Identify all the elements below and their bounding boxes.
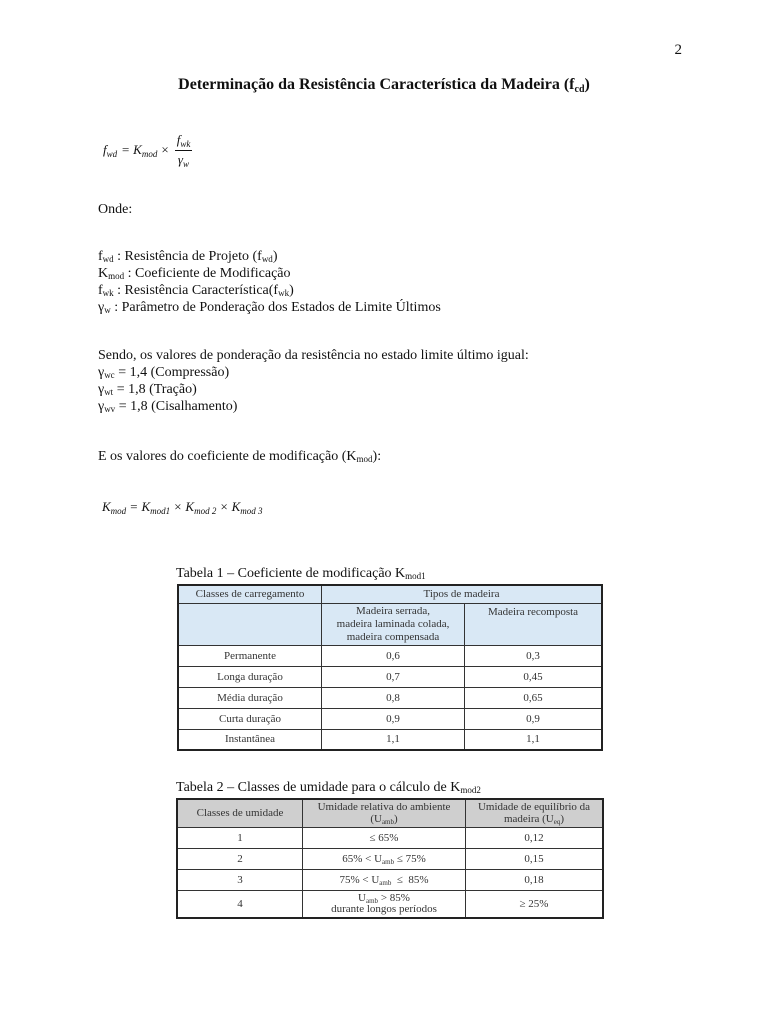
column-header: Madeira serrada, madeira laminada colada, madeira compensada	[322, 603, 465, 645]
definition-item: $K_{mod}$ : Coeficiente de Modificação	[98, 266, 291, 281]
column-header: Umidade relativa do ambiente $(U_{amb})$	[303, 799, 466, 827]
table-row: 4 $U_{amb} > 85\%$ durante longos períodos ≥ 25%	[177, 890, 603, 918]
column-header: Classes de carregamento	[178, 585, 322, 603]
table-row: 3 $75\% < U_{amb} \le 85\%$ 0,18	[177, 869, 603, 890]
definition-item: $\gamma_w$ : Parâmetro de Ponderação dos Estados de Limite Últimos	[98, 300, 441, 315]
page-title: Determinação da Resistência Característica da Madeira $(f_{cd})$	[178, 76, 590, 95]
kmod-formula: $K_{mod} = K_{mod1} \times K_{mod 2} \times K_{mod 3}$	[102, 499, 263, 516]
table-row: Média duração 0,8 0,65	[178, 687, 602, 708]
definition-item: $f_{wk}$ : Resistência $Característica(f_{wk})$	[98, 283, 294, 298]
kmod-intro: E os valores do coeficiente de modificação $(K_{mod})$:	[98, 449, 382, 464]
column-header: Tipos de madeira	[322, 585, 603, 603]
weighting-values	[98, 347, 529, 415]
table-row: 2 $65\% < U_{amb} \le 75\%$ 0,15	[177, 848, 603, 869]
column-header: Umidade de equilíbrio da madeira $(U_{eq})$	[466, 799, 604, 827]
gamma-item: $\gamma_{wv} = 1,8$ (Cisalhamento)	[98, 399, 238, 414]
design-strength-formula: $f_{wd}$ = $K_{mod}$ × $\frac{f_{wk}}{\gamma_w}$	[103, 131, 191, 169]
table1-caption: Tabela 1 – Coeficiente de modificação $K_{mod1}$	[176, 566, 426, 581]
gamma-item: $\gamma_{wt} = 1,8$ (Tração)	[98, 382, 197, 397]
gamma-item: $\gamma_{wc} = 1,4$ (Compressão)	[98, 365, 230, 380]
weighting-intro: Sendo, os valores de ponderação da resistência no estado limite último igual:	[98, 348, 529, 363]
table-row: Curta duração 0,9 0,9	[178, 708, 602, 729]
column-header: Classes de umidade	[177, 799, 303, 827]
table-row: Longa duração 0,7 0,45	[178, 666, 602, 687]
onde-label: Onde:	[98, 202, 133, 217]
table-row: 1 ≤ 65% 0,12	[177, 827, 603, 848]
kmod1-table	[177, 584, 603, 751]
table2-caption: Tabela 2 – Classes de umidade para o cálculo de $K_{mod2}$	[176, 780, 481, 795]
kmod2-table	[176, 798, 604, 919]
column-header: Madeira recomposta	[465, 603, 603, 645]
definition-item: $f_{wd}$ : Resistência de Projeto $(f_{wd})$	[98, 249, 278, 264]
page-number: 2	[674, 42, 682, 58]
table-row: Permanente 0,6 0,3	[178, 645, 602, 666]
table-row: Instantânea 1,1 1,1	[178, 729, 602, 750]
definition-list	[98, 248, 441, 316]
